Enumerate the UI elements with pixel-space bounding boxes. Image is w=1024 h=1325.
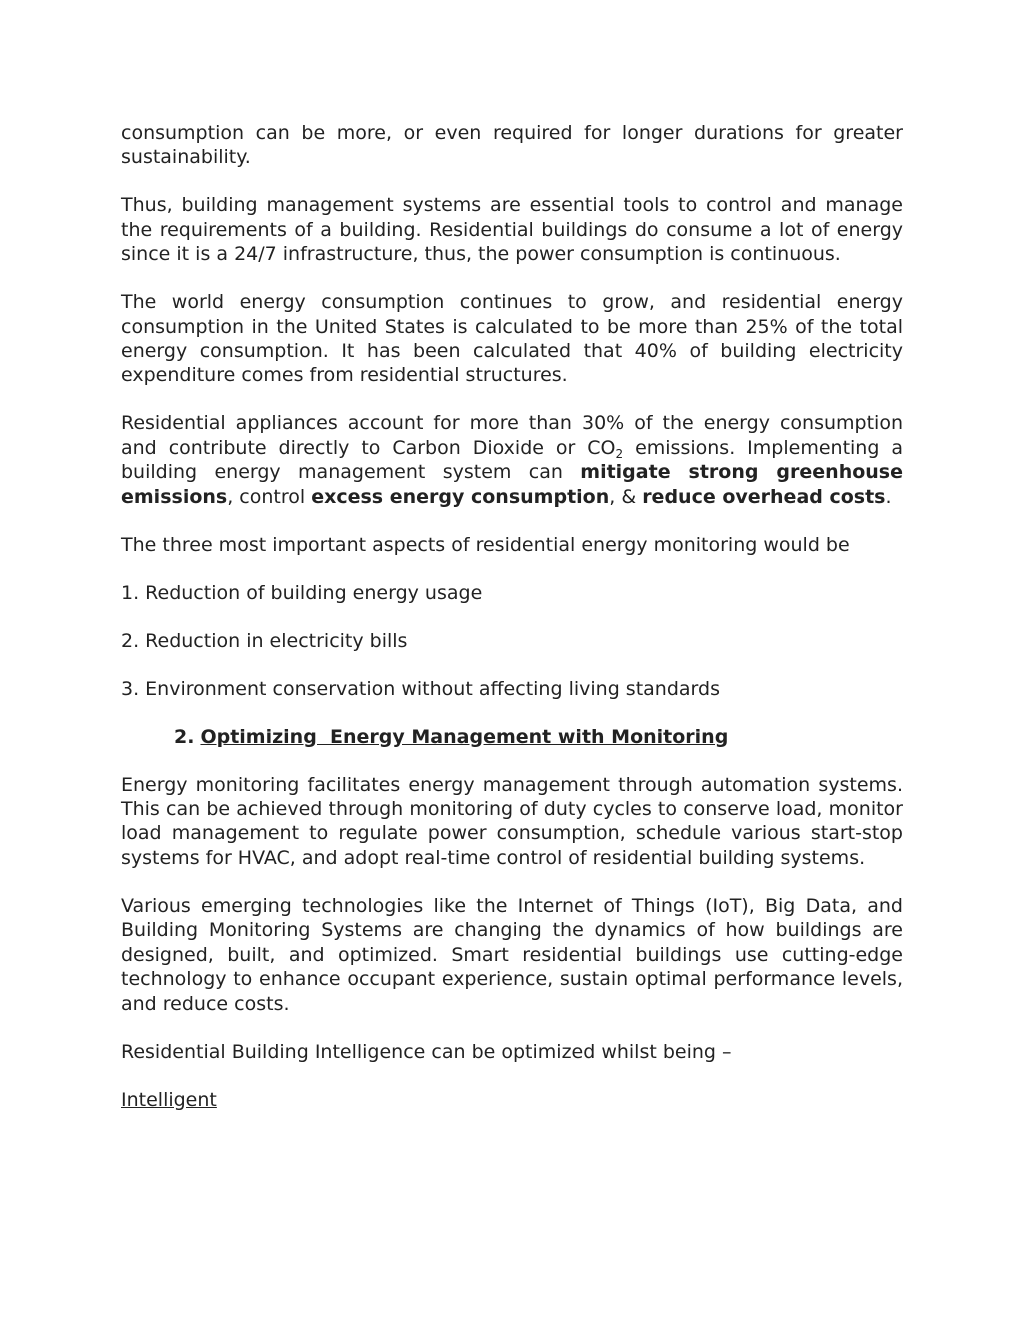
paragraph-building-intelligence: Residential Building Intelligence can be optimized whilst being – [121,1040,732,1063]
underlined-term-intelligent: Intelligent [121,1088,217,1111]
bold-greenhouse-emissions: mitigate strong greenhouse emissions [121,461,903,508]
paragraph-building-management: Thus, building management systems are essential tools to control and manage the requirements of a building. Residential buildings do consume a lot of energy since it is a 24/7 infrastructure, thus, the power consumption is continuous. [121,194,903,266]
section-number: 2. [174,725,195,748]
document-body [121,121,903,1136]
text-run: . [885,485,892,508]
section-title: Optimizing Energy Management with Monitoring [200,725,729,748]
bold-reduce-costs: reduce overhead costs [642,485,886,508]
subscript-2: 2 [615,446,624,461]
text-run: , & [609,485,643,508]
text-run: , control [227,485,312,508]
text-run: emissions. Implementing a building energy management system can [121,436,903,484]
paragraph-emerging-technologies: Various emerging technologies like the Internet of Things (IoT), Big Data, and Building Monitoring Systems are changing the dynamics of how buildings are designed, built, and optimized. Smart residential buildings use cutting-edge technology to enhance occupant experience, sustain optimal performance levels, and reduce costs. [121,894,903,1015]
paragraph-world-energy: The world energy consumption continues to grow, and residential energy consumption in the United States is calculated to be more than 25% of the total energy consumption. It has been calculated that 40% of building electricity expenditure comes from residential structures. [121,291,903,387]
paragraph-residential-appliances [121,411,903,509]
list-item: 3. Environment conservation without affecting living standards [121,677,720,700]
list-item: 1. Reduction of building energy usage [121,581,483,604]
text-run: Residential appliances account for more than 30% of the energy consumption and contribute directly to Carbon Dioxide or CO [121,412,903,459]
paragraph-three-aspects: The three most important aspects of residential energy monitoring would be [121,533,850,556]
list-item: 2. Reduction in electricity bills [121,629,408,652]
bold-excess-energy: excess energy consumption [311,485,610,508]
section-heading [174,725,903,749]
paragraph-intelligent [121,1088,903,1112]
paragraph-sustainability: consumption can be more, or even required for longer durations for greater sustainability. [121,122,903,169]
paragraph-energy-monitoring: Energy monitoring facilitates energy management through automation systems. This can be achieved through monitoring of duty cycles to conserve load, monitor load management to regulate power consumption, schedule various start-stop systems for HVAC, and adopt real-time control of residential building systems. [121,773,903,869]
